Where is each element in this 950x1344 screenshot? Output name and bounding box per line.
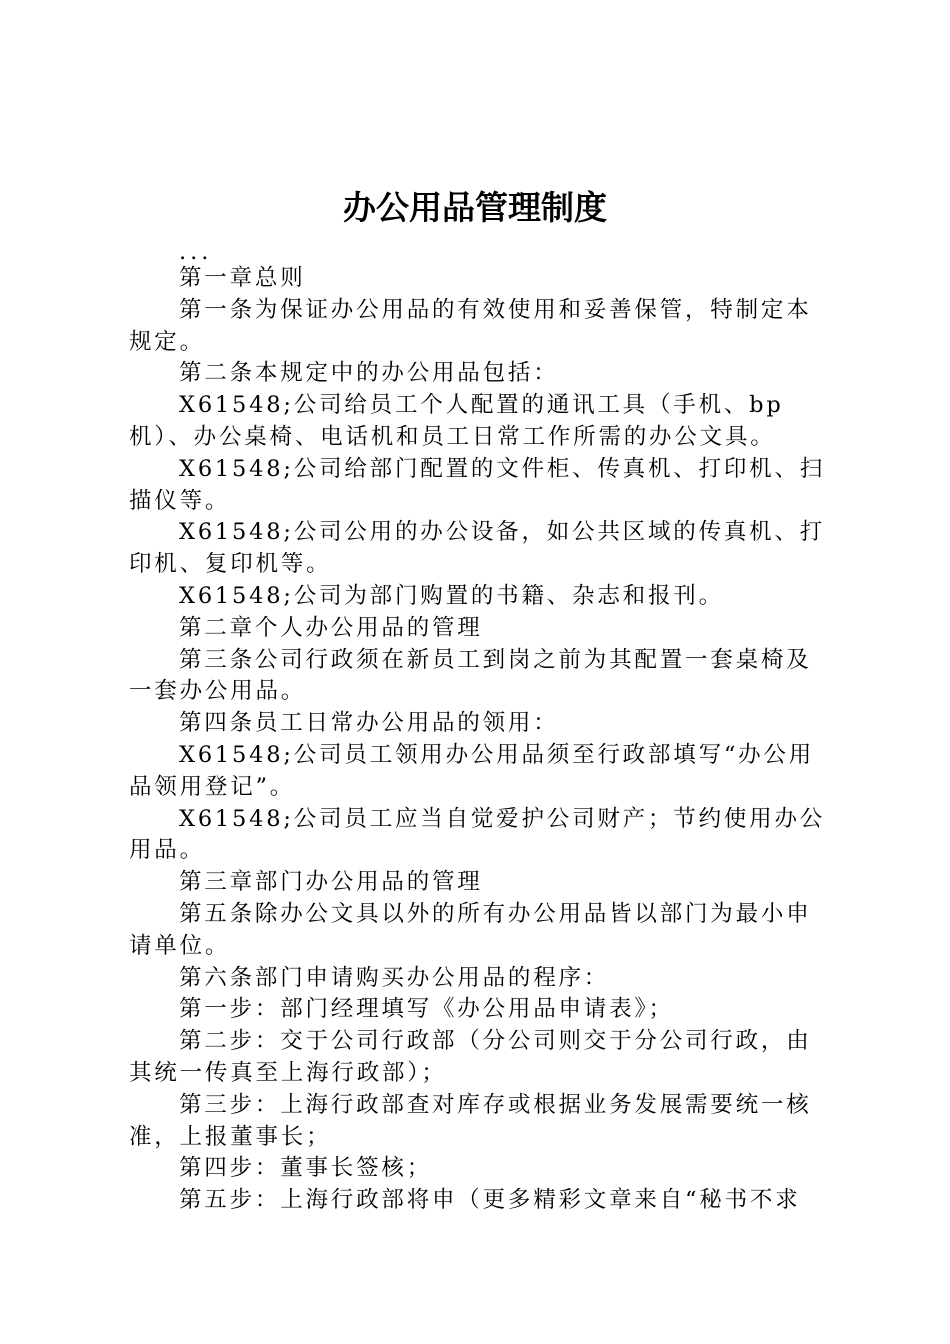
ellipsis-marker: ...: [179, 239, 213, 265]
chapter-heading: 第一章总则: [179, 265, 306, 291]
chapter-heading: 第二章个人办公用品的管理: [179, 614, 483, 641]
step-paragraph: 第五步：上海行政部将申（更多精彩文章来自“秘书不求: [179, 1187, 801, 1214]
document-title: 办公用品管理制度: [343, 188, 607, 227]
list-item: X61548;公司给员工个人配置的通讯工具（手机、bp机）、办公桌椅、电话机和员工日常工作所需的办公文具。: [129, 392, 784, 450]
step-paragraph: 第四步：董事长签核；: [179, 1155, 433, 1182]
list-item: X61548;公司公用的办公设备，如公共区域的传真机、打印机、复印机等。: [129, 519, 826, 578]
step-paragraph: 第一步：部门经理填写《办公用品申请表》；: [179, 996, 674, 1023]
chapter-heading: 第三章部门办公用品的管理: [179, 869, 483, 896]
step-paragraph: 第三步：上海行政部查对库存或根据业务发展需要统一核准，上报董事长；: [129, 1091, 812, 1150]
list-item: X61548;公司员工领用办公用品须至行政部填写“办公用品领用登记”。: [129, 741, 815, 800]
article-paragraph: 第一条为保证办公用品的有效使用和妥善保管，特制定本规定。: [129, 296, 812, 355]
list-item: X61548;公司为部门购置的书籍、杂志和报刊。: [179, 582, 724, 609]
article-paragraph: 第五条除办公文具以外的所有办公用品皆以部门为最小申请单位。: [129, 900, 812, 959]
list-item: X61548;公司给部门配置的文件柜、传真机、打印机、扫描仪等。: [129, 455, 826, 514]
step-paragraph: 第二步：交于公司行政部（分公司则交于分公司行政，由其统一传真至上海行政部）；: [129, 1028, 812, 1086]
article-paragraph: 第三条公司行政须在新员工到岗之前为其配置一套桌椅及一套办公用品。: [129, 646, 812, 705]
article-paragraph: 第四条员工日常办公用品的领用：: [179, 710, 559, 737]
article-paragraph: 第六条部门申请购买办公用品的程序：: [179, 964, 610, 991]
list-item: X61548;公司员工应当自觉爱护公司财产；节约使用办公用品。: [129, 805, 826, 864]
document-body: [129, 241, 834, 1217]
article-paragraph: 第二条本规定中的办公用品包括：: [179, 360, 559, 387]
